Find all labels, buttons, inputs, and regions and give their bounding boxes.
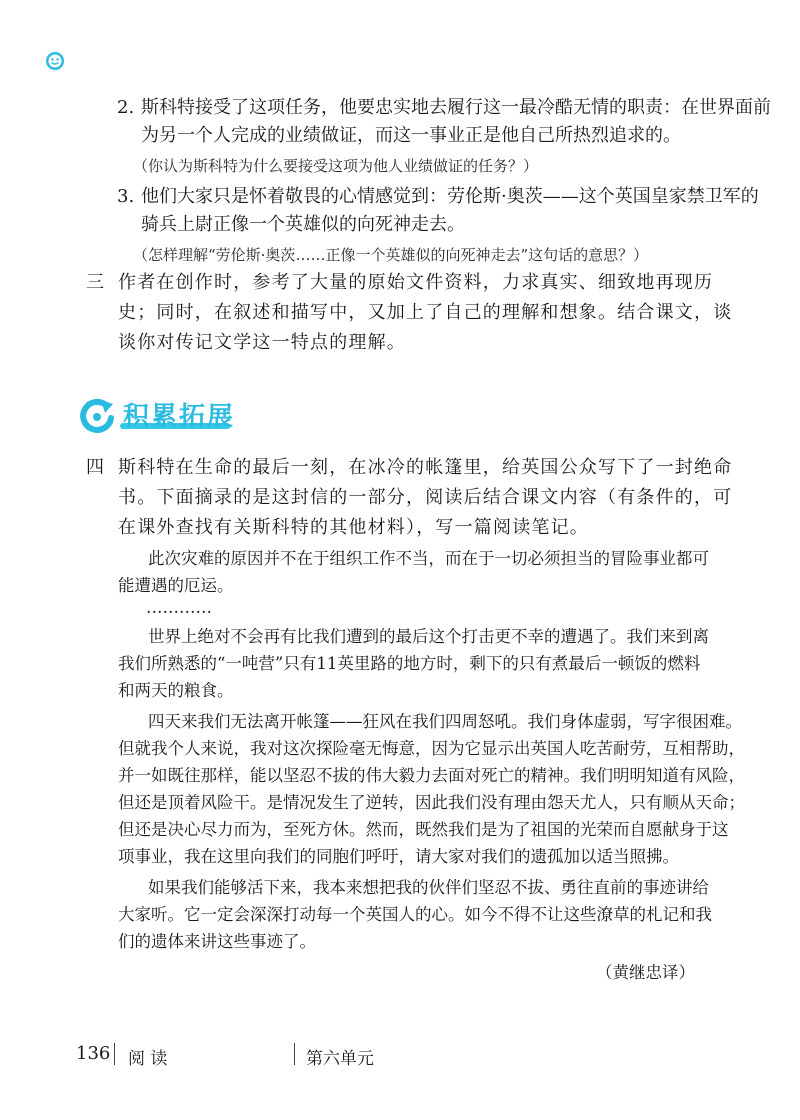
letter-line: 但就我个人来说，我对这次探险毫无悔意，因为它显示出英国人吃苦耐劳，互相帮助， xyxy=(118,739,745,758)
question-hint: （怎样理解“劳伦斯·奥茨……正像一个英雄似的向死神走去”这句话的意思？） xyxy=(133,246,649,264)
exercise-text-line: 书。下面摘录的是这封信的一部分，阅读后结合课文内容（有条件的，可 xyxy=(118,487,733,508)
letter-line: 但还是决心尽力而为，至死方休。然而，既然我们是为了祖国的光荣而自愿献身于这 xyxy=(118,820,729,839)
letter-line: 和两天的粮食。 xyxy=(118,681,234,700)
ellipsis: ………… xyxy=(146,598,212,617)
exercise-number: 三 xyxy=(86,272,104,293)
letter-line: 世界上绝对不会再有比我们遭到的最后这个打击更不幸的遭遇了。我们来到离 xyxy=(148,627,709,646)
page-number: 136 xyxy=(76,1043,111,1064)
letter-line: 并一如既往那样，能以坚忍不拔的伟大毅力去面对死亡的精神。我们明明知道有风险， xyxy=(118,766,745,785)
smile-face-icon xyxy=(44,50,66,72)
letter-line: 们的遗体来讲这些事迹了。 xyxy=(118,932,316,951)
translator-credit: （黄继忠译） xyxy=(596,963,695,982)
question-number: 3. xyxy=(117,186,135,207)
question-text-line: 斯科特接受了这项任务，他要忠实地去履行这一最冷酷无情的职责：在世界面前 xyxy=(141,97,771,118)
letter-line: 项事业，我在这里向我们的同胞们呼吁，请大家对我们的遗孤加以适当照拂。 xyxy=(118,847,679,866)
book-title: 阅 读 xyxy=(128,1049,168,1069)
question-hint: （你认为斯科特为什么要接受这项为他人业绩做证的任务？） xyxy=(133,157,539,175)
exercise-text-line: 史；同时，在叙述和描写中，又加上了自己的理解和想象。结合课文，谈 xyxy=(118,302,733,323)
section-header xyxy=(77,394,247,438)
section-title: 积累拓展 xyxy=(123,402,236,432)
question-text-line: 他们大家只是怀着敬畏的心情感觉到：劳伦斯·奥茨——这个英国皇家禁卫军的 xyxy=(141,186,759,207)
letter-line: 大家听。它一定会深深打动每一个英国人的心。如今不得不让这些潦草的札记和我 xyxy=(118,905,712,924)
letter-line: 如果我们能够活下来，我本来想把我的伙伴们坚忍不拔、勇往直前的事迹讲给 xyxy=(148,878,709,897)
unit-title: 第六单元 xyxy=(306,1049,374,1069)
exercise-text-line: 作者在创作时，参考了大量的原始文件资料，力求真实、细致地再现历 xyxy=(118,272,714,293)
exercise-number: 四 xyxy=(86,457,104,478)
letter-line: 但还是顶着风险干。是情况发生了逆转，因此我们没有理由怨天尤人，只有顺从天命； xyxy=(118,793,745,812)
question-number: 2. xyxy=(117,97,135,118)
letter-line: 四天来我们无法离开帐篷——狂风在我们四周怒吼。我们身体虚弱，写字很困难。 xyxy=(148,712,742,731)
arrow-circle-icon xyxy=(77,396,117,436)
exercise-text-line: 谈你对传记文学这一特点的理解。 xyxy=(118,332,406,353)
letter-line: 能遭遇的厄运。 xyxy=(118,576,234,595)
footer-divider xyxy=(294,1043,295,1065)
exercise-text-line: 在课外查找有关斯科特的其他材料），写一篇阅读笔记。 xyxy=(118,517,589,538)
letter-line: 我们所熟悉的“一吨营”只有11英里路的地方时，剩下的只有煮最后一顿饭的燃料 xyxy=(118,654,701,673)
exercise-text-line: 斯科特在生命的最后一刻，在冰冷的帐篷里，给英国公众写下了一封绝命 xyxy=(118,457,733,478)
footer-divider xyxy=(114,1043,115,1065)
question-text-line: 骑兵上尉正像一个英雄似的向死神走去。 xyxy=(141,214,465,235)
question-text-line: 为另一个人完成的业绩做证，而这一事业正是他自己所热烈追求的。 xyxy=(141,125,681,146)
letter-line: 此次灾难的原因并不在于组织工作不当，而在于一切必须担当的冒险事业都可 xyxy=(148,549,709,568)
